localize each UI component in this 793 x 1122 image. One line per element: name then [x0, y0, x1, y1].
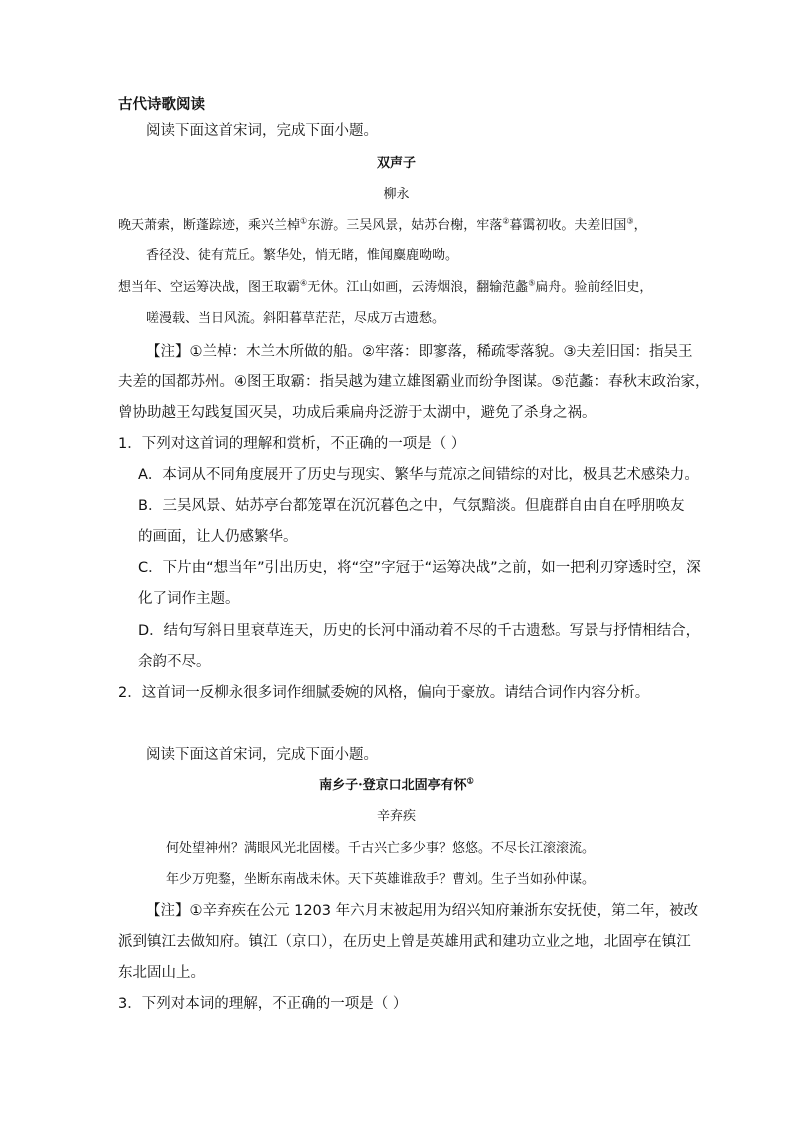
- passage1-instruction: 阅读下面这首宋词，完成下面小题。: [146, 123, 378, 139]
- q1-option-c-cont: 化了词作主题。: [138, 591, 240, 607]
- poem1-note-line-1: 【注】①兰棹：木兰木所做的船。②牢落：即寥落，稀疏零落貌。③夫差旧国：指吴王: [146, 344, 693, 360]
- q1-option-d-cont: 余韵不尽。: [138, 654, 211, 670]
- section-title: 古代诗歌阅读: [118, 97, 205, 113]
- q1-option-c: C．下片由“想当年”引出历史，将“空”字冠于“运筹决战”之前，如一把利刃穿透时空，深: [138, 560, 701, 576]
- poem1-line-3: 想当年、空运筹决战，图王取霸④无休。江山如画，云涛烟浪，翻输范蠡⑤扁舟。验前经旧史，: [118, 278, 653, 295]
- poem1-note-line-3: 曾协助越王勾践复国灭吴，功成后乘扁舟泛游于太湖中，避免了杀身之祸。: [118, 405, 597, 421]
- question-3-stem: 3．下列对本词的理解，不正确的一项是（ ）: [118, 996, 408, 1012]
- poem2-author: 辛弃疾: [376, 809, 416, 824]
- poem2-title: 南乡子·登京口北固亭有怀①: [319, 775, 474, 793]
- q1-option-b: B．三吴风景、姑苏亭台都笼罩在沉沉暮色之中，气氛黯淡。但鹿群自由自在呼朋唤友: [138, 498, 685, 514]
- poem2-note-line-1: 【注】①辛弃疾在公元 1203 年六月末被起用为绍兴知府兼浙东安抚使，第二年，被改: [146, 903, 699, 919]
- q1-option-a: A．本词从不同角度展开了历史与现实、繁华与荒凉之间错综的对比，极具艺术感染力。: [138, 467, 699, 483]
- question-1-stem: 1．下列对这首词的理解和赏析，不正确的一项是（ ）: [118, 436, 466, 452]
- poem1-note-line-2: 夫差的国都苏州。④图王取霸：指吴越为建立雄图霸业而纷争图谋。⑤范蠡：春秋末政治家，: [118, 374, 710, 390]
- poem2-note-line-2: 派到镇江去做知府。镇江（京口），在历史上曾是英雄用武和建功立业之地，北固亭在镇江: [118, 934, 691, 950]
- poem1-author: 柳永: [383, 187, 410, 202]
- poem1-line-2: 香径没、徒有荒丘。繁华处，悄无睹，惟闻麋鹿呦呦。: [146, 248, 459, 263]
- poem1-line-4: 嗟漫载、当日风流。斜阳暮草茫茫，尽成万古遗愁。: [146, 311, 446, 326]
- poem2-line-1: 何处望神州？满眼风光北固楼。千古兴亡多少事？悠悠。不尽长江滚滚流。: [166, 841, 596, 856]
- poem2-line-2: 年少万兜鍪，坐断东南战未休。天下英雄谁敌手？曹刘。生子当如孙仲谋。: [166, 872, 596, 887]
- question-2-stem: 2．这首词一反柳永很多词作细腻委婉的风格，偏向于豪放。请结合词作内容分析。: [118, 685, 650, 701]
- poem1-line-1: 晚天萧索，断蓬踪迹，乘兴兰棹①东游。三吴风景，姑苏台榭，牢落②暮霭初收。夫差旧国③，: [118, 216, 647, 233]
- passage2-instruction: 阅读下面这首宋词，完成下面小题。: [146, 747, 378, 763]
- poem2-note-line-3: 东北固山上。: [118, 965, 205, 981]
- q1-option-b-cont: 的画面，让人仍感繁华。: [138, 529, 298, 545]
- q1-option-d: D．结句写斜日里衰草连天，历史的长河中涌动着不尽的千古遗愁。写景与抒情相结合，: [138, 623, 701, 639]
- poem1-title: 双声子: [376, 156, 416, 171]
